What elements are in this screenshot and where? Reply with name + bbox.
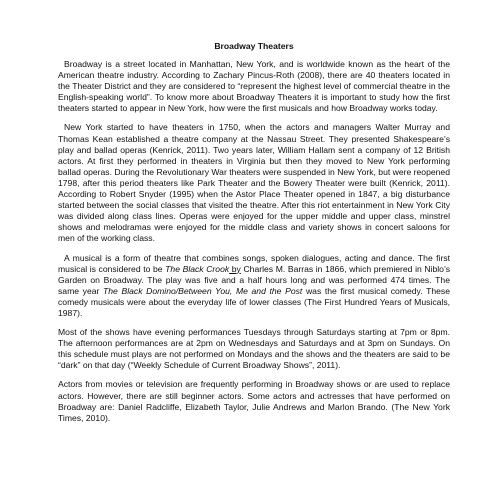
musicals-text-2: Charles M. Barras in 1866, which premiered in Niblo’s Garden on Broadway. The play was five and a half hours long and was performed 474 times. The same year — [58, 263, 451, 296]
musical-title-black-crook: The Black Crook — [165, 263, 230, 274]
paragraph-schedule: Most of the shows have evening performances Tuesdays through Saturdays starting at 7pm or 8pm. The afternoon performances are at 2pm on Wednesdays and Saturdays and at 3pm on Sundays. On this schedule must plays are not performed on Mondays and the shows and the theaters are said to be “dark” on that day (“Weekly Schedule of Current Broadway Shows”, 2011). — [58, 327, 450, 371]
paragraph-musicals — [58, 253, 450, 320]
musical-title-black-domino: The Black Domino/Between You, Me and the Post — [103, 285, 303, 296]
musicals-text-3: was the first musical comedy. These comedy musicals were about the everyday life of lower classes (The First Hundred Years of Musicals, 1987). — [58, 285, 450, 318]
paragraph-actors: Actors from movies or television are frequently performing in Broadway shows or are used to replace actors. However, there are still beginner actors. Some actors and actresses that have performed on Broadway are: Daniel Radcliffe, Elizabeth Taylor, Julie Andrews and Marlon Brando. (The New York Times, 2010). — [58, 379, 450, 423]
document-page — [58, 40, 450, 432]
paragraph-history: New York started to have theaters in 1750, when the actors and managers Walter Murray and Thomas Kean established a theatre company at the Nassau Street. They presented Shakespeare’s play and ballad operas (Kenrick, 2011). Two years later, William Hallam sent a company of 12 British actors. At first they performed in theaters in Virginia but then they moved to New York performing ballad operas. During the Revolutionary War theaters were suspended in New York, but were reopened 1798, after this period theaters like Park Theater and the Bowery Theater were built (Kenrick, 2011). According to Robert Snyder (1995) when the Astor Place Theater opened in 1847, a big disturbance started between the social classes that visited the theatre. After this riot entertainment in New York City was divided along class lines. Operas were enjoyed for the upper middle and upper class, minstrel shows and melodramas were enjoyed for the middle class and variety shows in concert saloons for men of the working class. — [58, 122, 450, 244]
document-title: Broadway Theaters — [214, 41, 294, 51]
musicals-underlined-by: by — [229, 263, 241, 274]
paragraph-intro: Broadway is a street located in Manhattan, New York, and is worldwide known as the heart of the American theatre industry. According to Zachary Pincus-Roth (2008), there are 40 theaters located in the Theater District and they are considered to “represent the highest level of commercial theatre in the English-speaking world”. To know more about Broadway Theaters it is important to study how the first theaters started to appear in New York, how were the first musicals and how Broadway works today. — [58, 59, 450, 114]
musicals-text-1: A musical is a form of theatre that combines songs, spoken dialogues, acting and dance. The first musical is considered to be — [58, 252, 450, 274]
